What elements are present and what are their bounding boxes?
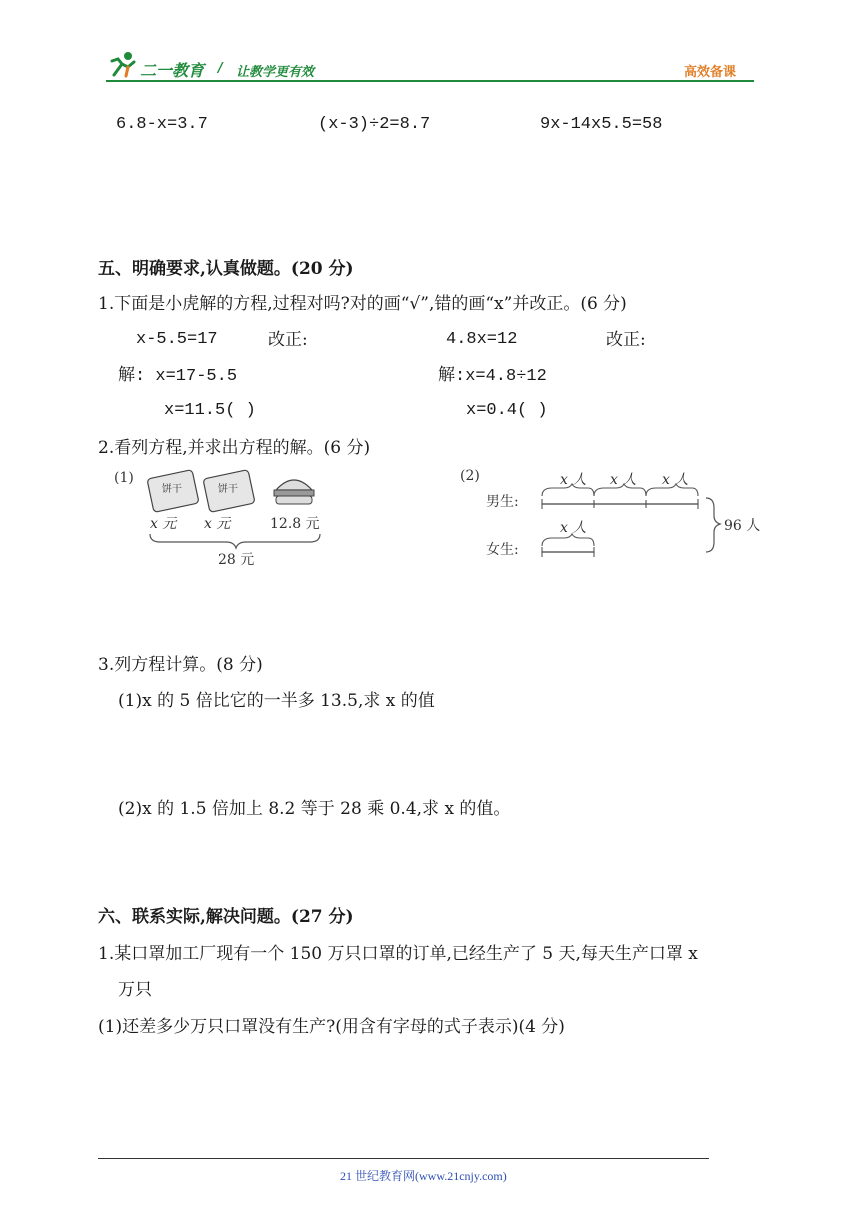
header-slogan: 让教学更有效	[236, 65, 315, 80]
burger-icon	[274, 480, 314, 504]
figure-2-students	[456, 464, 776, 568]
figure-1-brace	[150, 534, 320, 548]
footer-divider	[98, 1158, 709, 1159]
q1-left-step2: x=11.5( )	[164, 401, 256, 420]
figure-1-price-1: x 元	[150, 516, 177, 532]
q1-right-step1: 解:x=4.8÷12	[438, 367, 547, 386]
cookie-pack-2-text: 饼干	[218, 484, 238, 495]
figure-1-label: (1)	[114, 470, 134, 486]
figure-1-price-3: 12.8 元	[270, 516, 320, 532]
cookie-pack-1-text: 饼干	[162, 484, 182, 495]
footer-text[interactable]: 21 世纪教育网(www.21cnjy.com)	[340, 1169, 507, 1183]
s6-q1-line1: 1.某口罩加工厂现有一个 150 万只口罩的订单,已经生产了 5 天,每天生产口罩 x	[98, 944, 698, 964]
boys-segment-1-label: x 人	[560, 472, 587, 488]
q1-left-equation: x-5.5=17	[136, 330, 218, 349]
figure-2-girls-label: 女生:	[486, 542, 519, 558]
figure-2-boys-label: 男生:	[486, 494, 519, 510]
figure-2-right-brace	[706, 498, 720, 552]
figure-1-price-2: x 元	[204, 516, 231, 532]
q1-right-fix-label: 改正:	[606, 330, 646, 350]
boys-segment-2-label: x 人	[610, 472, 637, 488]
boys-segment-3-label: x 人	[662, 472, 689, 488]
header-slash: /	[218, 61, 223, 76]
s6-q1-line2: 万只	[118, 980, 152, 1000]
cookie-pack-icon	[203, 470, 255, 513]
q2-prompt: 2.看列方程,并求出方程的解。(6 分)	[98, 438, 371, 458]
runner-logo-icon	[106, 50, 140, 78]
figure-1-total: 28 元	[218, 552, 255, 566]
header-right-tag: 高效备课	[684, 65, 737, 80]
cookie-pack-icon	[147, 470, 199, 513]
logo-text: 二一教育	[140, 61, 205, 80]
q1-right-step2: x=0.4( )	[466, 401, 548, 420]
q1-left-step1: 解: x=17-5.5	[118, 367, 238, 386]
equation-2: (x-3)÷2=8.7	[318, 115, 431, 134]
q3-prompt: 3.列方程计算。(8 分)	[98, 655, 263, 675]
figure-2-label: (2)	[460, 468, 480, 484]
q3-sub2: (2)x 的 1.5 倍加上 8.2 等于 28 乘 0.4,求 x 的值。	[118, 799, 511, 819]
equation-3: 9x-14x5.5=58	[540, 115, 663, 134]
q1-right-equation: 4.8x=12	[446, 330, 518, 349]
header-divider	[106, 80, 754, 82]
section-6-title: 六、联系实际,解决问题。(27 分)	[98, 907, 354, 927]
q1-prompt: 1.下面是小虎解的方程,过程对吗?对的画“√”,错的画“x”并改正。(6 分)	[98, 294, 627, 314]
equation-1: 6.8-x=3.7	[116, 115, 208, 134]
figure-2-total: 96 人	[724, 518, 761, 534]
girls-segment-label: x 人	[560, 520, 587, 536]
q1-left-fix-label: 改正:	[268, 330, 308, 350]
s6-q1-sub1: (1)还差多少万只口罩没有生产?(用含有字母的式子表示)(4 分)	[98, 1017, 565, 1037]
q3-sub1: (1)x 的 5 倍比它的一半多 13.5,求 x 的值	[118, 691, 435, 711]
section-5-title: 五、明确要求,认真做题。(20 分)	[98, 259, 354, 279]
figure-1-cookies-burger	[110, 466, 350, 566]
